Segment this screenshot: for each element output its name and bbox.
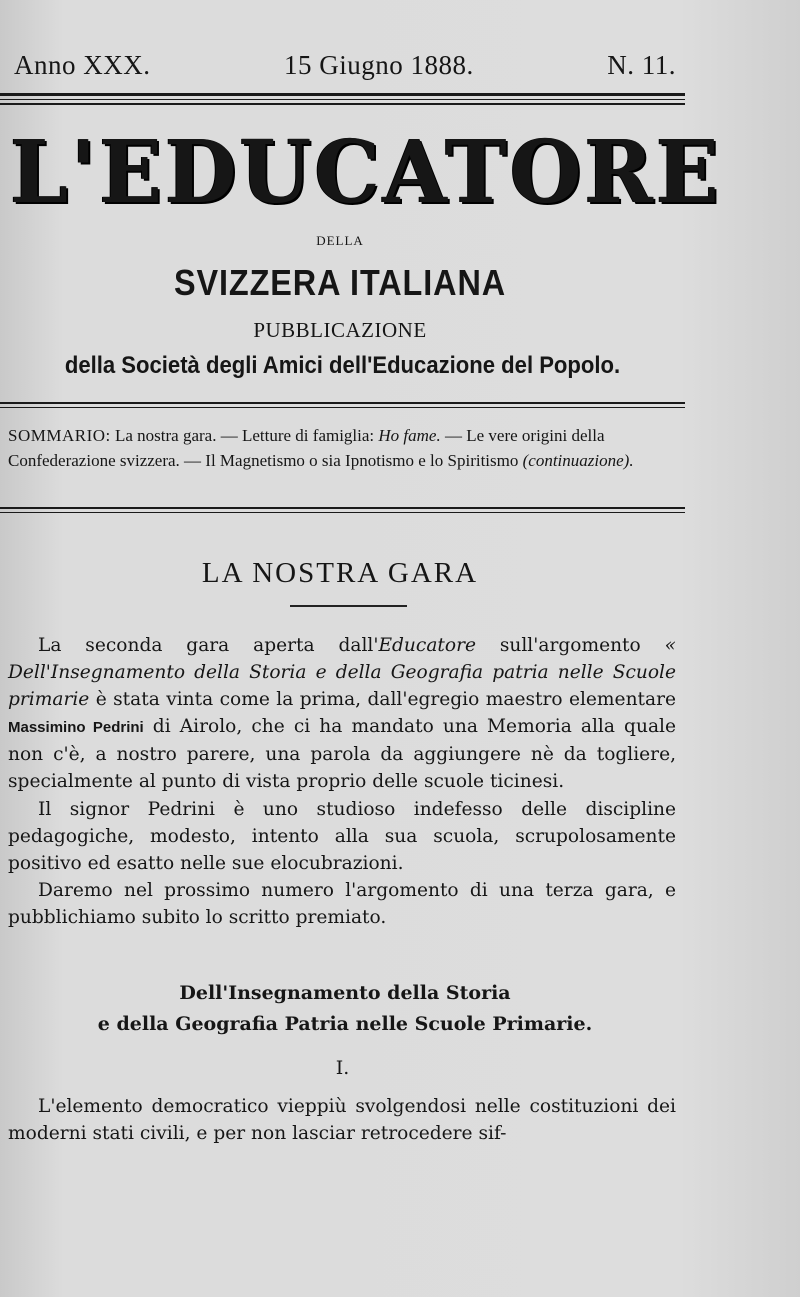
p1-author-name: Massimino Pedrini xyxy=(8,719,144,737)
essay-heading-line-2: e della Geografia Patria nelle Scuole Primarie. xyxy=(97,1013,593,1035)
sommario-italic-2: (continuazione). xyxy=(522,451,634,470)
newspaper-title: L'EDUCATORE xyxy=(10,122,722,223)
sommario-italic-1: Ho fame. xyxy=(378,426,441,445)
issue-number: N. 11. xyxy=(607,50,676,80)
article-body xyxy=(8,632,676,931)
chapter-number: I. xyxy=(335,1057,350,1079)
contents-rule-top xyxy=(0,507,685,509)
sommario-label: SOMMARIO: xyxy=(8,426,111,445)
publisher-line: della Società degli Amici dell'Educazione del Popolo. xyxy=(64,352,621,379)
contents-rule-bottom xyxy=(0,512,685,513)
article-paragraph: Daremo nel prossimo numero l'argomento di una terza gara, e pubblichiamo subito lo scritto premiato. xyxy=(8,879,676,928)
header-rule-bottom xyxy=(0,407,685,408)
publication-label: PUBBLICAZIONE xyxy=(253,318,427,342)
article-paragraph: Il signor Pedrini è uno studioso indefesso delle discipline pedagogiche, modesto, intento alla sua scuola, scrupolosamente positivo ed esatto nelle sue elocubrazioni. xyxy=(8,798,676,874)
header-rule-top xyxy=(0,402,685,404)
section-title-rule xyxy=(290,605,407,607)
p1-text-c: è stata vinta come la prima, dall'egregio maestro elementare xyxy=(89,689,676,711)
masthead-rule-top xyxy=(0,93,685,96)
masthead-rule-bottom xyxy=(0,103,685,105)
article-paragraph xyxy=(8,632,676,796)
p1-text-b: sull'argomento xyxy=(475,635,641,656)
table-of-contents xyxy=(8,423,678,473)
sommario-text-2: — Le vere origini della Confederazione svizzera. — Il Magnetismo o sia Ipnotismo e lo Spiritismo xyxy=(8,426,605,470)
masthead-line xyxy=(14,50,676,81)
p1-italic-educatore: Educatore xyxy=(378,635,476,656)
essay-heading-line-1: Dell'Insegnamento della Storia xyxy=(179,982,511,1004)
essay-paragraph: L'elemento democratico vieppiù svolgendosi nelle costituzioni dei moderni stati civili, e per non lasciar retrocedere sif- xyxy=(8,1096,676,1144)
p1-italic-topic: « Dell'Insegnamento della Storia e della Geografia patria nelle Scuole primarie xyxy=(8,635,676,711)
sommario-text-1: La nostra gara. — Letture di famiglia: xyxy=(115,426,375,445)
p1-text-d: di Airolo, che ci ha mandato una Memoria alla quale non c'è, a nostro parere, una parola da aggiungere nè da togliere, specialmente al punto di vista proprio delle scuole ticinesi. xyxy=(8,716,676,793)
issue-date: 15 Giugno 1888. xyxy=(284,50,474,80)
newspaper-subtitle: SVIZZERA ITALIANA xyxy=(173,262,507,303)
masthead-rule-thin xyxy=(0,99,685,100)
essay-body xyxy=(8,1093,676,1147)
p1-text-a: La seconda gara aperta dall' xyxy=(38,635,379,656)
volume-year: Anno XXX. xyxy=(14,50,151,80)
section-title: LA NOSTRA GARA xyxy=(201,557,479,589)
title-della: DELLA xyxy=(316,233,364,248)
